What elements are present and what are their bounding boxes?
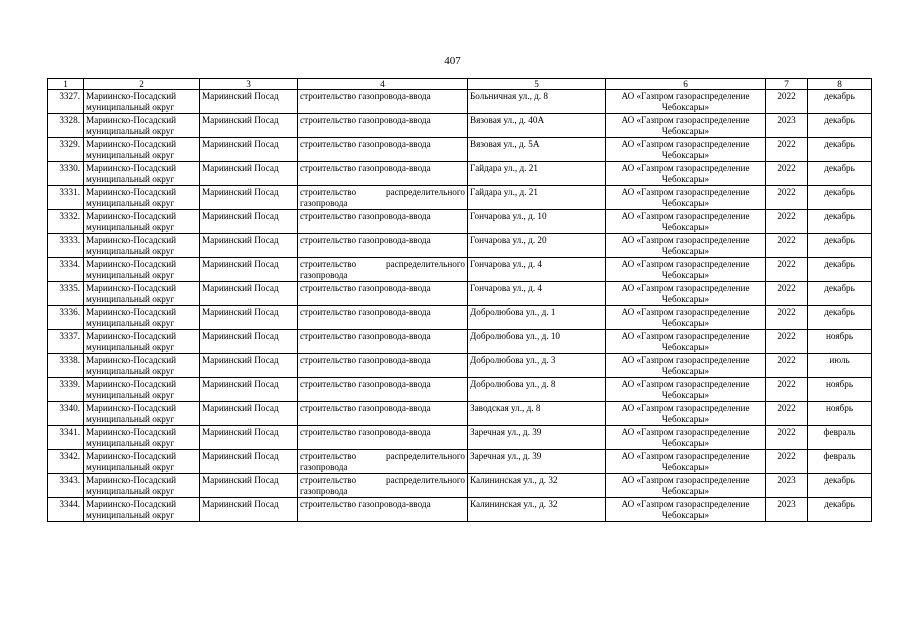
work-type-cell: строительство газопровода-ввода xyxy=(298,234,468,258)
row-number-cell: 3334. xyxy=(48,258,84,282)
organization-cell: АО «Газпром газораспределение Чебоксары» xyxy=(606,474,766,498)
district-cell: Мариинско-Посадский муниципальный округ xyxy=(84,450,200,474)
settlement-cell: Мариинский Посад xyxy=(200,306,298,330)
row-number-cell: 3341. xyxy=(48,426,84,450)
column-header: 4 xyxy=(298,79,468,90)
table-row xyxy=(48,450,872,474)
row-number-cell: 3336. xyxy=(48,306,84,330)
district-cell: Мариинско-Посадский муниципальный округ xyxy=(84,258,200,282)
settlement-cell: Мариинский Посад xyxy=(200,162,298,186)
table-row xyxy=(48,210,872,234)
column-header: 2 xyxy=(84,79,200,90)
year-cell: 2022 xyxy=(766,138,808,162)
table-row xyxy=(48,90,872,114)
address-cell: Заводская ул., д. 8 xyxy=(468,402,606,426)
district-cell: Мариинско-Посадский муниципальный округ xyxy=(84,186,200,210)
page-number: 407 xyxy=(444,55,461,67)
row-number-cell: 3337. xyxy=(48,330,84,354)
district-cell: Мариинско-Посадский муниципальный округ xyxy=(84,378,200,402)
work-type-cell: строительство газопровода-ввода xyxy=(298,330,468,354)
work-type-cell: строительство газопровода-ввода xyxy=(298,426,468,450)
work-type-cell: строительство газопровода-ввода xyxy=(298,282,468,306)
column-header: 8 xyxy=(808,79,872,90)
month-cell: декабрь xyxy=(808,162,872,186)
settlement-cell: Мариинский Посад xyxy=(200,234,298,258)
year-cell: 2022 xyxy=(766,186,808,210)
work-type-cell: строительство газопровода-ввода xyxy=(298,162,468,186)
month-cell: декабрь xyxy=(808,138,872,162)
month-cell: декабрь xyxy=(808,474,872,498)
month-cell: февраль xyxy=(808,450,872,474)
work-type-cell: строительство газопровода-ввода xyxy=(298,354,468,378)
year-cell: 2022 xyxy=(766,162,808,186)
work-type-cell: строительство газопровода-ввода xyxy=(298,306,468,330)
row-number-cell: 3331. xyxy=(48,186,84,210)
district-cell: Мариинско-Посадский муниципальный округ xyxy=(84,402,200,426)
year-cell: 2023 xyxy=(766,474,808,498)
table-row xyxy=(48,378,872,402)
row-number-cell: 3339. xyxy=(48,378,84,402)
address-cell: Калининская ул., д. 32 xyxy=(468,498,606,522)
district-cell: Мариинско-Посадский муниципальный округ xyxy=(84,498,200,522)
month-cell: ноябрь xyxy=(808,378,872,402)
district-cell: Мариинско-Посадский муниципальный округ xyxy=(84,138,200,162)
row-number-cell: 3329. xyxy=(48,138,84,162)
table-row xyxy=(48,282,872,306)
settlement-cell: Мариинский Посад xyxy=(200,426,298,450)
address-cell: Добролюбова ул., д. 3 xyxy=(468,354,606,378)
settlement-cell: Мариинский Посад xyxy=(200,114,298,138)
month-cell: декабрь xyxy=(808,282,872,306)
year-cell: 2022 xyxy=(766,210,808,234)
table-row xyxy=(48,354,872,378)
year-cell: 2023 xyxy=(766,114,808,138)
organization-cell: АО «Газпром газораспределение Чебоксары» xyxy=(606,402,766,426)
organization-cell: АО «Газпром газораспределение Чебоксары» xyxy=(606,354,766,378)
address-cell: Гайдара ул., д. 21 xyxy=(468,162,606,186)
month-cell: декабрь xyxy=(808,258,872,282)
table-row xyxy=(48,330,872,354)
organization-cell: АО «Газпром газораспределение Чебоксары» xyxy=(606,426,766,450)
address-cell: Вязовая ул., д. 40А xyxy=(468,114,606,138)
table-row xyxy=(48,402,872,426)
table-body xyxy=(48,90,872,522)
table-row xyxy=(48,306,872,330)
district-cell: Мариинско-Посадский муниципальный округ xyxy=(84,330,200,354)
row-number-cell: 3333. xyxy=(48,234,84,258)
table-row xyxy=(48,426,872,450)
address-cell: Гайдара ул., д. 21 xyxy=(468,186,606,210)
table-row xyxy=(48,138,872,162)
column-header: 1 xyxy=(48,79,84,90)
work-type-cell: строительство распределительного газопровода xyxy=(298,474,468,498)
settlement-cell: Мариинский Посад xyxy=(200,498,298,522)
address-cell: Калининская ул., д. 32 xyxy=(468,474,606,498)
address-cell: Добролюбова ул., д. 1 xyxy=(468,306,606,330)
year-cell: 2022 xyxy=(766,330,808,354)
settlement-cell: Мариинский Посад xyxy=(200,282,298,306)
settlement-cell: Мариинский Посад xyxy=(200,402,298,426)
organization-cell: АО «Газпром газораспределение Чебоксары» xyxy=(606,378,766,402)
year-cell: 2022 xyxy=(766,90,808,114)
address-cell: Гончарова ул., д. 4 xyxy=(468,282,606,306)
district-cell: Мариинско-Посадский муниципальный округ xyxy=(84,114,200,138)
organization-cell: АО «Газпром газораспределение Чебоксары» xyxy=(606,282,766,306)
settlement-cell: Мариинский Посад xyxy=(200,474,298,498)
table-row xyxy=(48,234,872,258)
year-cell: 2022 xyxy=(766,234,808,258)
organization-cell: АО «Газпром газораспределение Чебоксары» xyxy=(606,210,766,234)
district-cell: Мариинско-Посадский муниципальный округ xyxy=(84,282,200,306)
settlement-cell: Мариинский Посад xyxy=(200,258,298,282)
month-cell: февраль xyxy=(808,426,872,450)
organization-cell: АО «Газпром газораспределение Чебоксары» xyxy=(606,306,766,330)
table-row xyxy=(48,162,872,186)
row-number-cell: 3340. xyxy=(48,402,84,426)
month-cell: ноябрь xyxy=(808,402,872,426)
table-row xyxy=(48,258,872,282)
organization-cell: АО «Газпром газораспределение Чебоксары» xyxy=(606,90,766,114)
settlement-cell: Мариинский Посад xyxy=(200,210,298,234)
work-type-cell: строительство распределительного газопровода xyxy=(298,186,468,210)
settlement-cell: Мариинский Посад xyxy=(200,90,298,114)
organization-cell: АО «Газпром газораспределение Чебоксары» xyxy=(606,114,766,138)
row-number-cell: 3344. xyxy=(48,498,84,522)
month-cell: декабрь xyxy=(808,234,872,258)
district-cell: Мариинско-Посадский муниципальный округ xyxy=(84,210,200,234)
settlement-cell: Мариинский Посад xyxy=(200,450,298,474)
organization-cell: АО «Газпром газораспределение Чебоксары» xyxy=(606,234,766,258)
address-cell: Заречная ул., д. 39 xyxy=(468,426,606,450)
settlement-cell: Мариинский Посад xyxy=(200,378,298,402)
organization-cell: АО «Газпром газораспределение Чебоксары» xyxy=(606,330,766,354)
work-type-cell: строительство газопровода-ввода xyxy=(298,138,468,162)
column-number-row xyxy=(48,79,872,90)
month-cell: декабрь xyxy=(808,90,872,114)
month-cell: ноябрь xyxy=(808,330,872,354)
organization-cell: АО «Газпром газораспределение Чебоксары» xyxy=(606,186,766,210)
column-header: 7 xyxy=(766,79,808,90)
settlement-cell: Мариинский Посад xyxy=(200,330,298,354)
work-type-cell: строительство газопровода-ввода xyxy=(298,378,468,402)
table-row xyxy=(48,186,872,210)
work-type-cell: строительство распределительного газопровода xyxy=(298,450,468,474)
column-header: 3 xyxy=(200,79,298,90)
address-cell: Заречная ул., д. 39 xyxy=(468,450,606,474)
row-number-cell: 3332. xyxy=(48,210,84,234)
organization-cell: АО «Газпром газораспределение Чебоксары» xyxy=(606,498,766,522)
district-cell: Мариинско-Посадский муниципальный округ xyxy=(84,474,200,498)
address-cell: Гончарова ул., д. 4 xyxy=(468,258,606,282)
table-row xyxy=(48,498,872,522)
month-cell: декабрь xyxy=(808,498,872,522)
settlement-cell: Мариинский Посад xyxy=(200,138,298,162)
row-number-cell: 3328. xyxy=(48,114,84,138)
year-cell: 2022 xyxy=(766,378,808,402)
table-row xyxy=(48,474,872,498)
row-number-cell: 3327. xyxy=(48,90,84,114)
year-cell: 2022 xyxy=(766,306,808,330)
row-number-cell: 3343. xyxy=(48,474,84,498)
year-cell: 2023 xyxy=(766,498,808,522)
address-cell: Вязовая ул., д. 5А xyxy=(468,138,606,162)
settlement-cell: Мариинский Посад xyxy=(200,354,298,378)
organization-cell: АО «Газпром газораспределение Чебоксары» xyxy=(606,258,766,282)
row-number-cell: 3330. xyxy=(48,162,84,186)
work-type-cell: строительство газопровода-ввода xyxy=(298,90,468,114)
address-cell: Гончарова ул., д. 10 xyxy=(468,210,606,234)
month-cell: июль xyxy=(808,354,872,378)
address-cell: Больничная ул., д. 8 xyxy=(468,90,606,114)
organization-cell: АО «Газпром газораспределение Чебоксары» xyxy=(606,450,766,474)
year-cell: 2022 xyxy=(766,402,808,426)
month-cell: декабрь xyxy=(808,186,872,210)
year-cell: 2022 xyxy=(766,282,808,306)
organization-cell: АО «Газпром газораспределение Чебоксары» xyxy=(606,138,766,162)
settlement-cell: Мариинский Посад xyxy=(200,186,298,210)
month-cell: декабрь xyxy=(808,210,872,234)
work-type-cell: строительство газопровода-ввода xyxy=(298,114,468,138)
work-type-cell: строительство газопровода-ввода xyxy=(298,402,468,426)
organization-cell: АО «Газпром газораспределение Чебоксары» xyxy=(606,162,766,186)
work-type-cell: строительство газопровода-ввода xyxy=(298,210,468,234)
address-cell: Добролюбова ул., д. 10 xyxy=(468,330,606,354)
district-cell: Мариинско-Посадский муниципальный округ xyxy=(84,306,200,330)
district-cell: Мариинско-Посадский муниципальный округ xyxy=(84,234,200,258)
work-type-cell: строительство газопровода-ввода xyxy=(298,498,468,522)
gasification-table xyxy=(47,78,872,522)
year-cell: 2022 xyxy=(766,354,808,378)
month-cell: декабрь xyxy=(808,114,872,138)
district-cell: Мариинско-Посадский муниципальный округ xyxy=(84,90,200,114)
column-header: 6 xyxy=(606,79,766,90)
address-cell: Гончарова ул., д. 20 xyxy=(468,234,606,258)
district-cell: Мариинско-Посадский муниципальный округ xyxy=(84,426,200,450)
table-row xyxy=(48,114,872,138)
year-cell: 2022 xyxy=(766,450,808,474)
district-cell: Мариинско-Посадский муниципальный округ xyxy=(84,354,200,378)
year-cell: 2022 xyxy=(766,426,808,450)
year-cell: 2022 xyxy=(766,258,808,282)
row-number-cell: 3342. xyxy=(48,450,84,474)
row-number-cell: 3335. xyxy=(48,282,84,306)
address-cell: Добролюбова ул., д. 8 xyxy=(468,378,606,402)
row-number-cell: 3338. xyxy=(48,354,84,378)
district-cell: Мариинско-Посадский муниципальный округ xyxy=(84,162,200,186)
column-header: 5 xyxy=(468,79,606,90)
month-cell: декабрь xyxy=(808,306,872,330)
work-type-cell: строительство распределительного газопровода xyxy=(298,258,468,282)
